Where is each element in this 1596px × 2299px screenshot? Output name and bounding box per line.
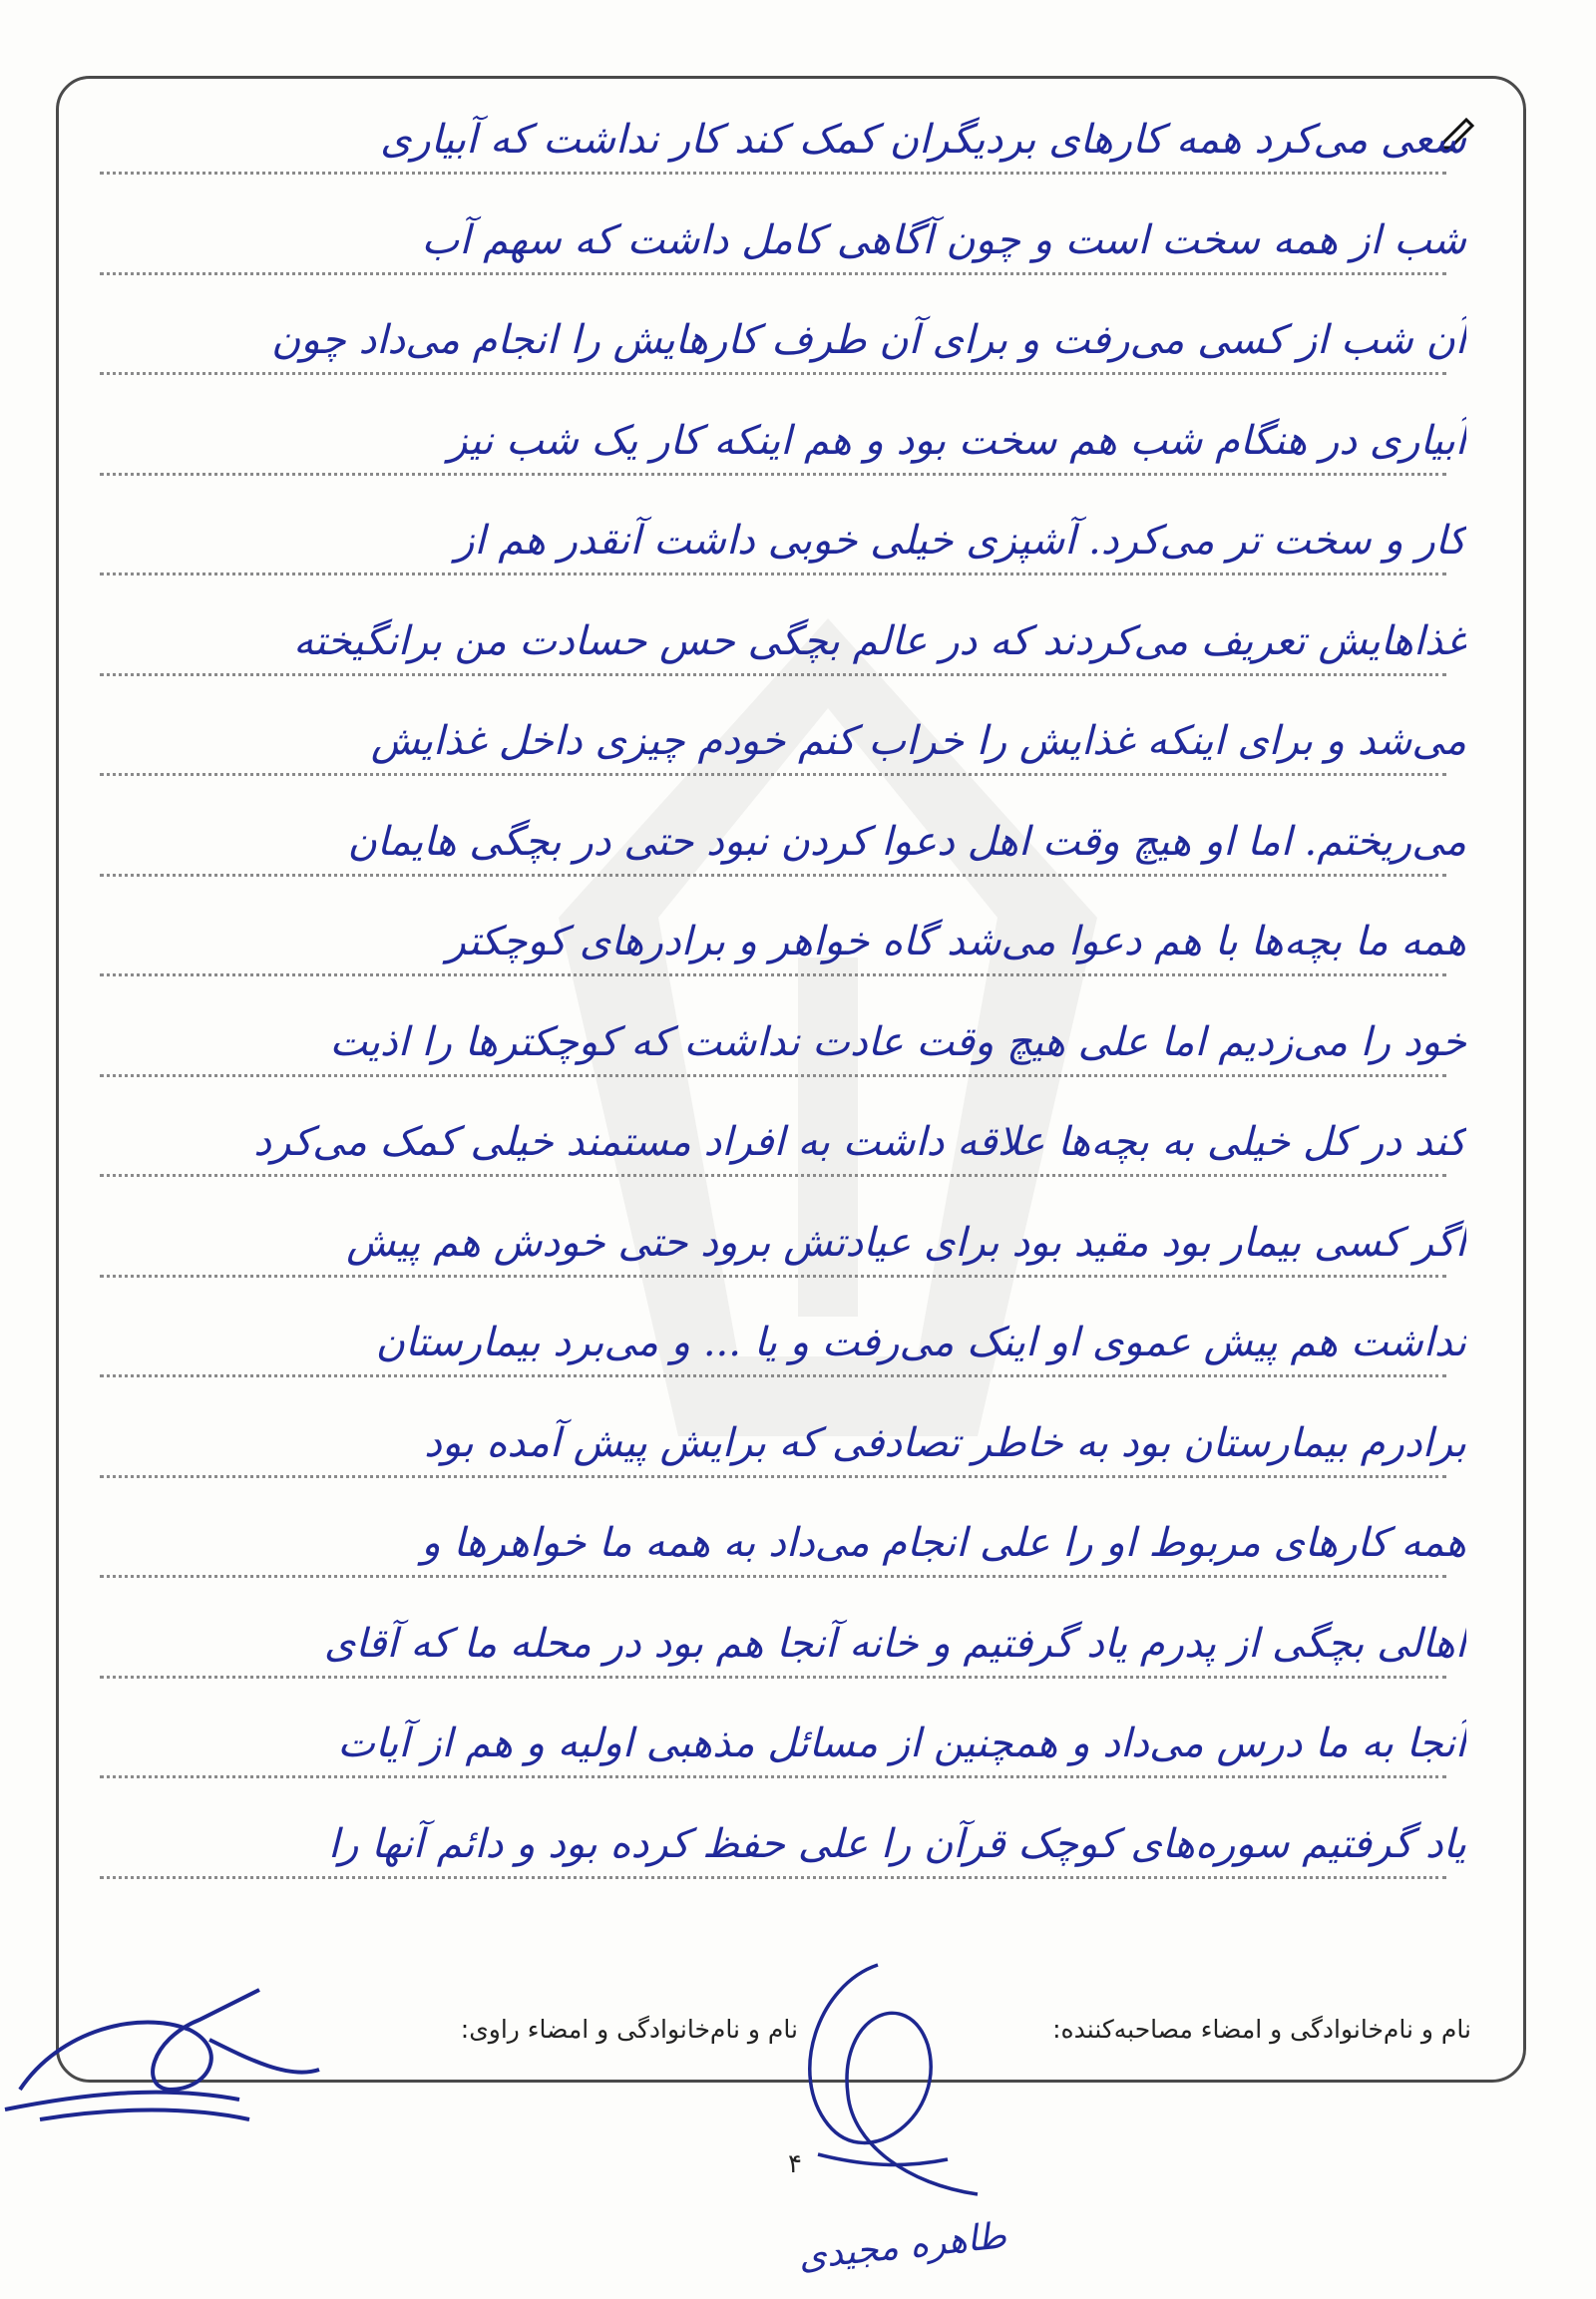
handwritten-line: کند در کل خیلی به بچه‌ها علاقه داشت به افراد مستمند خیلی کمک می‌کرد [253,1119,1466,1165]
handwritten-line: کار و سخت تر می‌کرد. آشپزی خیلی خوبی داشت آنقدر هم از [455,518,1466,564]
dotted-rule [100,272,1446,275]
handwritten-line: می‌شد و برای اینکه غذایش را خراب کنم خودم چیزی داخل غذایش [370,718,1466,764]
dotted-rule [100,1676,1446,1679]
handwritten-line: آن شب از کسی می‌رفت و برای آن طرف کارهایش را انجام می‌داد چون [270,317,1466,363]
dotted-rule [100,874,1446,877]
dotted-rule [100,1775,1446,1778]
handwritten-line: شب از همه سخت است و چون آگاهی کامل داشت که سهم آب [421,216,1466,263]
narrator-label: نام و نام‌خانوادگی و امضاء راوی: [460,2015,798,2044]
dotted-rule [100,773,1446,776]
handwritten-line: همه کارهای مربوط او را علی انجام می‌داد به همه ما خواهرها و [421,1520,1466,1566]
page-number: ۴ [788,2149,802,2179]
handwritten-line: نداشت هم پیش عموی او اینک می‌رفت و یا ... و می‌برد بیمارستان [375,1320,1466,1365]
handwritten-line: اهالی بچگی از پدرم یاد گرفتیم و خانه آنجا هم بود در محله ما که آقای [323,1620,1466,1667]
dotted-rule [100,1475,1446,1478]
handwritten-line: یاد گرفتیم سوره‌های کوچک قرآن را علی حفظ کرده بود و دائم آنها را [328,1820,1466,1867]
handwritten-line: سعی می‌کرد همه کارهای بردیگران کمک کند کار نداشت که آبیاری [380,117,1466,163]
dotted-rule [100,573,1446,575]
dotted-rule [100,172,1446,175]
handwritten-line: اگر کسی بیمار بود مقید بود برای عیادتش برود حتی خودش هم پیش [346,1219,1466,1266]
dotted-rule [100,372,1446,375]
dotted-rule [100,1275,1446,1278]
dotted-rule [100,1374,1446,1377]
handwritten-line: برادرم بیمارستان بود به خاطر تصادفی که برایش پیش آمده بود [424,1419,1466,1466]
dotted-rule [100,473,1446,476]
dotted-rule [100,1876,1446,1879]
handwritten-line: آبیاری در هنگام شب هم سخت بود و هم اینکه کار یک شب نیز [448,417,1466,464]
handwritten-line: آنجا به ما درس می‌داد و همچنین از مسائل مذهبی اولیه و هم از آیات [337,1721,1466,1766]
dotted-rule [100,1074,1446,1077]
handwritten-line: همه ما بچه‌ها با هم دعوا می‌شد گاه خواهر و برادرهای کوچکتر [446,919,1466,964]
dotted-rule [100,1575,1446,1578]
dotted-rule [100,973,1446,976]
handwritten-line: می‌ریختم. اما او هیچ وقت اهل دعوا کردن نبود حتی در بچگی هایمان [347,818,1466,865]
handwritten-line: خود را می‌زدیم اما علی هیچ وقت عادت نداشت که کوچکترها را اذیت [329,1018,1466,1065]
dotted-rule [100,673,1446,676]
narrator-signature [0,1970,329,2139]
dotted-rule [100,1174,1446,1177]
handwritten-line: غذاهایش تعریف می‌کردند که در عالم بچگی حس حسادت من برانگیخته [293,617,1466,664]
interviewer-label: نام و نام‌خانوادگی و امضاء مصاحبه‌کننده: [1052,2015,1471,2044]
signature-name: طاهره مجیدی [796,2215,1008,2278]
